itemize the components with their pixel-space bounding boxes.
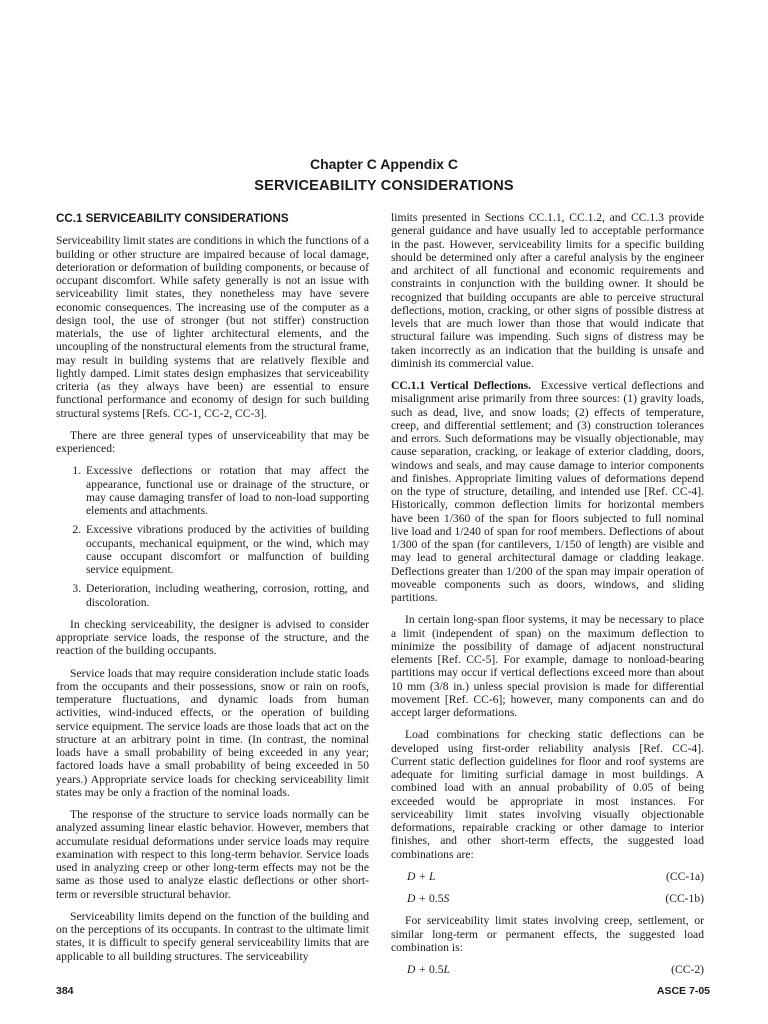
equation-label: (CC-2) [671,963,704,976]
left-column [56,212,369,972]
list-item: 3. Deterioration, including weathering, corrosion, rotting, and discoloration. [84,582,369,609]
equation-expression: D + 0.5S [407,892,450,905]
paragraph: Serviceability limits depend on the function of the building and on the perceptions of its occupants. In contrast to the ultimate limit states, it is difficult to specify general serviceability limits that are applicable to all building structures. The serviceability [56,909,369,963]
paragraph: In certain long-span floor systems, it may be necessary to place a limit (independent of span) on the maximum deflection to minimize the possibility of damage of adjacent nonstructural elements [Ref. CC-5]. For example, damage to nonload-bearing partitions may occur if vertical deflections exceed more than about 10 mm (3/8 in.) unless special provision is made for differential movement [Ref. CC-6]; however, many components can and do accept larger deformations. [391,613,704,719]
list-item: 2. Excessive vibrations produced by the activities of building occupants, mechanical equipment, or the wind, which may cause occupant discomfort or malfunction of building service equipment. [84,523,369,576]
equation-label: (CC-1a) [666,869,704,883]
equation-expression: D + 0.5L [407,963,450,976]
equation-label: (CC-1b) [665,892,704,905]
paragraph: Load combinations for checking static deflections can be developed using first-order reliability analysis [Ref. CC-4]. Current static deflection guidelines for floor and roof systems are adequate for limiting surficial damage in most buildings. A combined load with an annual probability of 0.05 of being exceeded would be appropriate in most instances. For serviceability limit states involving visually objectionable deformations, repairable cracking or other damage to interior finishes, and other short-term effects, the suggested load combinations are: [391,728,704,861]
list-item: 1. Excessive deflections or rotation that may affect the appearance, functional use or drainage of the structure, or may cause damaging transfer of load to non-load supporting elements and attachments. [84,464,369,517]
paragraph: There are three general types of unserviceability that may be experienced: [56,428,369,455]
section-heading: CC.1 SERVICEABILITY CONSIDERATIONS [56,212,289,225]
paragraph-text: Excessive vertical deflections and misalignment arise primarily from three sources: (1) gravity loads, such as dead, live, and snow loads; (2) effects of temperature, creep, and differential settlement; and (3) construction tolerances and errors. Such deformations may be visually objectionable, may cause separation, cracking, or leakage of exterior cladding, doors, windows and seals, and may cause damage to interior components and finishes. Appropriate limiting values of deformations depend on the type of structure, detailing, and intended use [Ref. CC-4]. Historically, common deflection limits for horizontal members have been 1/360 of the span for floors subjected to full nominal live load and 1/240 of span for roof members. Deflections of about 1/300 of the span (for cantilevers, 1/150 of length) are visible and may lead to general architectural damage or cladding leakage. Deflections greater than 1/200 of the span may impair operation of moveable components such as doors, windows, and sliding partitions. [391,379,705,604]
paragraph: Serviceability limit states are conditions in which the functions of a building or other structure are impaired because of local damage, deterioration or deformation of building components, or because of occupant discomfort. While safety generally is not an issue with serviceability limit states, they nonetheless may have severe economic consequences. The increasing use of the computer as a design tool, the use of stronger (but not stiffer) construction materials, the use of lighter architectural elements, and the uncoupling of the nonstructural elements from the structural frame, may result in building systems that are relatively flexible and lightly damped. Limit states design emphasizes that serviceability criteria (as they always have been) are essential to ensure functional performance and economy of design for such building structural systems [Refs. CC-1, CC-2, CC-3]. [56,234,369,420]
chapter-heading: Chapter C Appendix C [309,156,459,172]
subsection-heading: CC.1.1 Vertical Deflections. [391,379,532,392]
unserviceability-list [56,464,369,609]
paragraph: limits presented in Sections CC.1.1, CC.1.2, and CC.1.3 provide general guidance and have usually led to acceptable performance in the past. However, serviceability limits for a specific building should be determined only after a careful analysis by the engineer and architect of all functional and economic requirements and constraints in conjunction with the building owner. It should be recognized that building occupants are able to perceive structural deflections, motion, cracking, or other signs of possible distress at levels that are much lower than those that would indicate that structural failure was impending. Such signs of distress may be taken incorrectly as an indication that the building is unsafe and diminish its commercial value. [391,211,704,370]
equation-cc-1b [391,892,704,905]
subsection-paragraph [391,379,704,604]
equation-expression: D + L [407,869,436,883]
chapter-title: SERVICEABILITY CONSIDERATIONS [254,178,514,194]
paragraph: The response of the structure to service loads normally can be analyzed assuming linear elastic behavior. However, members that accumulate residual deformations under service loads may require examination with respect to this long-term behavior. Service loads used in analyzing creep or other long-term effects may not be the same as those used to analyze elastic deflections or other short-term or reversible structural behavior. [56,808,369,901]
paragraph: In checking serviceability, the designer is advised to consider appropriate service loads, the response of the structure, and the reaction of the building occupants. [56,617,369,658]
paragraph: For serviceability limit states involving creep, settlement, or similar long-term or permanent effects, the suggested load combination is: [391,914,704,954]
document-name: ASCE 7-05 [656,985,710,997]
equation-cc-2 [391,963,704,976]
paragraph: Service loads that may require consideration include static loads from the occupants and their possessions, snow or rain on roofs, temperature fluctuations, and dynamic loads from human activities, wind-induced effects, or the operation of building service equipment. The service loads are those loads that act on the structure at an arbitrary point in time. (In contrast, the nominal loads have a small probability of being exceeded in any year; factored loads have a small probability of being exceeded in 50 years.) Appropriate service loads for checking serviceability limit states may be only a fraction of the nominal loads. [56,666,369,799]
page-number: 384 [56,985,74,997]
equation-cc-1a [391,870,704,883]
right-column [391,211,704,985]
